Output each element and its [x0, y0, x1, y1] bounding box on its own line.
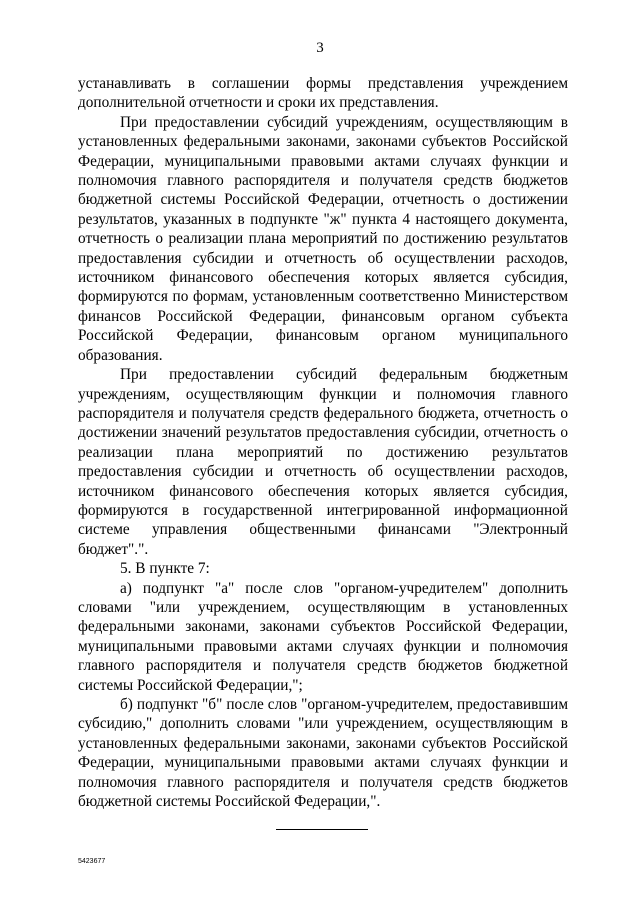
page-number: 3 — [316, 40, 324, 56]
paragraph-4: 5. В пункте 7: — [120, 560, 210, 578]
paragraph-6: б) подпункт "б" после слов "органом-учредителем, предоставившим субсидию," дополнить словами "или учреждением, осуществляющим в установленных федеральными законами, законами субъектов Российской Федерации, муниципальными правовыми актами случаях функции и полномочия главного распорядителя и получателя средств бюджетов бюджетной системы Российской Федерации,". — [78, 696, 568, 811]
paragraph-2: При предоставлении субсидий учреждениям, осуществляющим в установленных федеральными законами, законами субъектов Российской Федерации, муниципальными правовыми актами случаях функции и полномочия главного распорядителя и получателя средств бюджетов бюджетной системы Российской Федерации, отчетность о достижении результатов, указанных в подпункте "ж" пункта 4 настоящего документа, отчетность о реализации плана мероприятий по достижению результатов предоставления субсидии и отчетность об осуществлении расходов, источником финансового обеспечения которых является субсидия, формируются по формам, установленным соответственно Министерством финансов Российской Федерации, финансовым органом субъекта Российской Федерации, финансовым органом муниципального образования. — [78, 113, 568, 364]
paragraph-3: При предоставлении субсидий федеральным бюджетным учреждениям, осуществляющим функции и полномочия главного распорядителя и получателя средств федерального бюджета, отчетность о достижении значений результатов предоставления субсидии, отчетность о реализации плана мероприятий по достижению результатов предоставления субсидии и отчетность об осуществлении расходов, источником финансового обеспечения которых является субсидия, формируются в государственной интегрированной информационной системе управления общественными финансами "Электронный бюджет".". — [78, 366, 568, 558]
paragraph-1: устанавливать в соглашении формы представления учреждением дополнительной отчетности и сроки их представления. — [78, 75, 568, 112]
document-body — [78, 74, 568, 811]
document-id: 5423677 — [78, 858, 106, 865]
paragraph-5: а) подпункт "а" после слов "органом-учредителем" дополнить словами "или учреждением, осуществляющим в установленных федеральными законами, законами субъектов Российской Федерации, муниципальными правовыми актами случаях функции и полномочия главного распорядителя и получателя средств бюджетов бюджетной системы Российской Федерации,"; — [78, 579, 568, 694]
end-separator-line — [276, 829, 368, 830]
